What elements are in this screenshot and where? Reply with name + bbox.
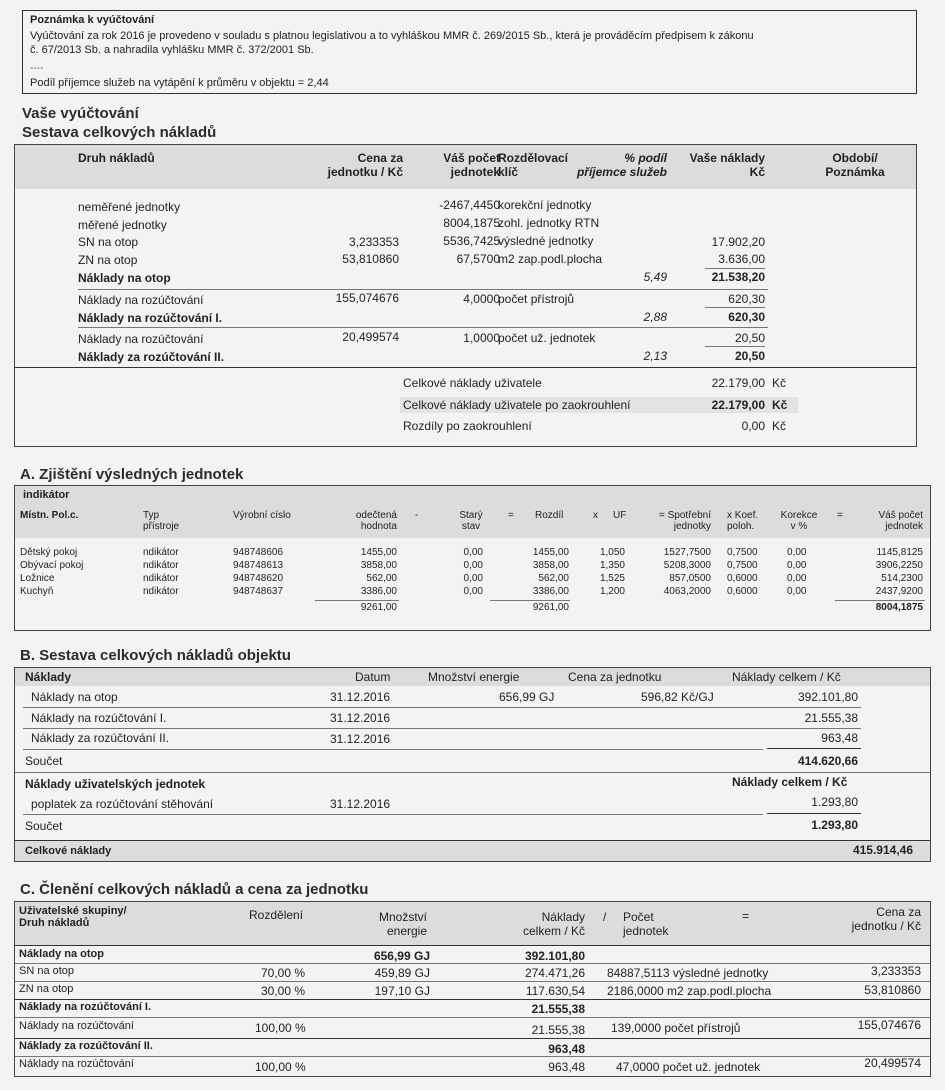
c-row-units: 139,0000 počet přístrojů xyxy=(611,1021,741,1035)
sum-units: 8004,1875 xyxy=(875,602,923,613)
note-line-3: Podíl příjemce služeb na vytápění k průměru v objektu = 2,44 xyxy=(30,77,329,89)
note-separator: ---- xyxy=(30,63,44,74)
b-row-total: 963,48 xyxy=(821,731,858,745)
section-a-title: A. Zjištění výsledných jednotek xyxy=(20,466,244,483)
b-row-divider xyxy=(23,814,763,815)
section-a-group: indikátor xyxy=(23,489,70,501)
c-row-cost: 392.101,80 xyxy=(524,949,585,963)
c-row-price: 3,233353 xyxy=(870,964,921,978)
row-key: zohl. jednotky RTN xyxy=(498,216,600,230)
col-podil-header-l2: příjemce služeb xyxy=(576,165,667,179)
meter-serial: 948748606 xyxy=(233,547,284,558)
col-c-nak xyxy=(485,910,585,938)
meter-cons: 857,0500 xyxy=(669,573,711,584)
col-c-skup-l2: Druh nákladů xyxy=(19,917,90,929)
summary-title-2: Sestava celkových nákladů xyxy=(22,124,217,141)
col-x: x xyxy=(593,510,598,521)
c-row-name: Náklady na otop xyxy=(19,948,104,960)
col-c-cena xyxy=(815,905,921,933)
col-cena-header xyxy=(295,151,403,179)
meter-diff: 562,00 xyxy=(538,573,569,584)
col-b-naklady: Náklady xyxy=(25,670,72,684)
b-total-value: 415.914,46 xyxy=(852,843,913,857)
row-name: Náklady za rozúčtování II. xyxy=(78,350,225,364)
b-divider xyxy=(15,772,930,773)
row-cost: 21.538,20 xyxy=(711,270,765,284)
row-count: 4,0000 xyxy=(463,292,500,306)
section-c-header-bg xyxy=(15,902,930,945)
row-count: 8004,1875 xyxy=(443,216,500,230)
meter-koef: 0,7500 xyxy=(727,547,758,558)
col-c-slash: / xyxy=(603,910,607,924)
section-b-title: B. Sestava celkových nákladů objektu xyxy=(20,647,291,664)
total-rounded-value: 22.179,00 xyxy=(711,398,765,412)
col-eq2: = xyxy=(837,510,843,521)
note-title: Poznámka k vyúčtování xyxy=(30,14,155,26)
b-user-header: Náklady uživatelských jednotek xyxy=(25,777,206,791)
col-cena-header-l1: Cena za xyxy=(357,151,403,165)
subtotal-rule xyxy=(705,307,765,308)
b-row-divider xyxy=(23,749,763,750)
sum-diff: 9261,00 xyxy=(532,602,569,613)
meter-serial: 948748620 xyxy=(233,573,284,584)
row-key: korekční jednotky xyxy=(498,198,592,212)
col-koef xyxy=(727,510,758,532)
row-divider xyxy=(78,327,768,328)
b-soucet2-value: 1.293,80 xyxy=(811,818,858,832)
meter-units: 2437,9200 xyxy=(875,586,923,597)
meter-serial: 948748637 xyxy=(233,586,284,597)
b-sum-rule xyxy=(767,748,861,749)
total-rounded-unit: Kč xyxy=(772,398,788,412)
row-name: neměřené jednotky xyxy=(78,200,181,214)
row-cost: 3.636,00 xyxy=(718,252,765,266)
row-name: Náklady na otop xyxy=(78,271,171,285)
c-row-name: Náklady za rozúčtování II. xyxy=(19,1040,153,1052)
col-naklady-header-l2: Kč xyxy=(749,165,765,179)
col-klic-header-l2: klíč xyxy=(498,165,519,179)
col-korekce-l1: Korekce xyxy=(780,510,818,521)
meter-koef: 0,6000 xyxy=(727,586,758,597)
meter-serial: 948748613 xyxy=(233,560,284,571)
col-uf: UF xyxy=(613,510,627,521)
c-row-name: Náklady na rozúčtování xyxy=(19,1020,134,1032)
col-odect-l1: odečtená xyxy=(355,510,397,521)
meter-uf: 1,200 xyxy=(599,586,625,597)
row-name: ZN na otop xyxy=(78,253,138,267)
col-c-rozd: Rozdělení xyxy=(249,908,304,922)
b-row-name: Náklady za rozúčtování II. xyxy=(31,731,170,745)
col-c-cena-l2: jednotku / Kč xyxy=(851,919,921,933)
col-naklady-header xyxy=(665,151,765,179)
c-row-cost: 274.471,26 xyxy=(524,966,585,980)
c-row-divider xyxy=(15,999,930,1000)
meter-room: Kuchyň xyxy=(20,586,54,597)
meter-type: ndikátor xyxy=(143,547,179,558)
meter-units: 3906,2250 xyxy=(875,560,923,571)
col-mistn: Místn. Pol.c. xyxy=(20,510,79,521)
note-line-2: č. 67/2013 Sb. a nahradila vyhlášku MMR č. 372/2001 Sb. xyxy=(30,44,314,56)
row-count: 67,5700 xyxy=(456,252,500,266)
col-typ-l2: přístroje xyxy=(143,521,180,532)
b-total-label: Celkové náklady xyxy=(25,845,112,857)
c-row-split: 70,00 % xyxy=(261,966,306,980)
b-row-energy: 656,99 GJ xyxy=(499,690,555,704)
c-row-cost: 117.630,54 xyxy=(525,984,585,998)
col-odect-l2: hodnota xyxy=(360,521,397,532)
c-row-name: Náklady na rozúčtování I. xyxy=(19,1001,152,1013)
meter-type: ndikátor xyxy=(143,560,179,571)
col-c-eq: = xyxy=(742,909,750,923)
meter-kor: 0,00 xyxy=(787,586,807,597)
row-price: 53,810860 xyxy=(342,252,399,266)
row-name: Náklady na rozúčtování I. xyxy=(78,311,223,325)
row-count: 1,0000 xyxy=(463,331,500,345)
col-klic-header-l1: Rozdělovací xyxy=(498,151,569,165)
row-cost: 620,30 xyxy=(728,292,765,306)
row-key: počet přístrojů xyxy=(498,292,575,306)
col-podil-header-l1: % podíl xyxy=(624,151,667,165)
c-row-divider xyxy=(15,1038,930,1039)
col-stary xyxy=(451,510,491,532)
row-cost: 17.902,20 xyxy=(711,235,765,249)
row-cost: 20,50 xyxy=(734,349,765,363)
col-spotr-l1: = Spotřební xyxy=(659,510,711,521)
b-row-divider xyxy=(23,707,861,708)
total-diff-label: Rozdíly po zaokrouhlení xyxy=(403,419,532,433)
col-c-nak-l2: celkem / Kč xyxy=(522,924,585,938)
col-korekce-l2: v % xyxy=(790,521,808,532)
row-name: měřené jednotky xyxy=(78,218,167,232)
col-c-mn-l1: Množství xyxy=(378,910,427,924)
meter-reading: 1455,00 xyxy=(360,547,397,558)
row-share: 2,88 xyxy=(643,310,667,324)
col-stary-l2: stav xyxy=(461,521,481,532)
row-price: 20,499574 xyxy=(342,330,399,344)
meter-type: ndikátor xyxy=(143,573,179,584)
row-name: Náklady na rozúčtování xyxy=(78,332,204,346)
col-naklady-header-l1: Vaše náklady xyxy=(689,151,765,165)
col-eq: = xyxy=(508,510,514,521)
b-row-divider xyxy=(23,728,861,729)
col-c-skup xyxy=(19,905,127,929)
meter-reading: 3858,00 xyxy=(360,560,397,571)
meter-reading: 562,00 xyxy=(366,573,397,584)
col-korekce xyxy=(775,510,823,532)
meter-kor: 0,00 xyxy=(787,573,807,584)
meter-old: 0,00 xyxy=(463,560,483,571)
col-b-datum: Datum xyxy=(355,670,391,684)
col-pocet-header-l1: Váš počet xyxy=(443,151,500,165)
c-row-energy: 459,89 GJ xyxy=(374,966,430,980)
c-row-split: 100,00 % xyxy=(255,1060,306,1074)
c-row-energy: 656,99 GJ xyxy=(373,949,430,963)
meter-room: Dětský pokoj xyxy=(20,547,78,558)
meter-diff: 1455,00 xyxy=(532,547,569,558)
col-pocet-header xyxy=(405,151,500,179)
row-count: -2467,4450 xyxy=(439,198,500,212)
b-row-total: 21.555,38 xyxy=(804,711,858,725)
b-row-name: Náklady na otop xyxy=(31,690,118,704)
total-diff-unit: Kč xyxy=(772,419,787,433)
col-spotr-l2: jednotky xyxy=(673,521,711,532)
col-b-cena: Cena za jednotku xyxy=(568,670,662,684)
c-row-units: 47,0000 počet už. jednotek xyxy=(616,1060,761,1074)
section-a-table xyxy=(14,485,931,631)
c-row-cost: 21.555,38 xyxy=(531,1023,585,1037)
subtotal-rule xyxy=(705,346,765,347)
meter-kor: 0,00 xyxy=(787,560,807,571)
col-pocet-header-l2: jednotek xyxy=(450,165,500,179)
col-obdobi-header-l1: Období/ xyxy=(832,151,878,165)
col-vas xyxy=(845,510,923,532)
c-row-name: ZN na otop xyxy=(19,983,74,995)
meter-old: 0,00 xyxy=(463,547,483,558)
meter-uf: 1,350 xyxy=(599,560,625,571)
meter-kor: 0,00 xyxy=(787,547,807,558)
row-key: výsledné jednotky xyxy=(498,234,594,248)
sum-rule-units xyxy=(835,600,925,601)
col-c-cena-l1: Cena za xyxy=(876,905,921,919)
b-row-name: Náklady na rozúčtování I. xyxy=(31,711,167,725)
row-share: 5,49 xyxy=(643,270,667,284)
col-vas-l2: jednotek xyxy=(885,521,923,532)
c-row-split: 30,00 % xyxy=(261,984,306,998)
row-cost: 20,50 xyxy=(734,331,765,345)
b-user-header-right: Náklady celkem / Kč xyxy=(732,775,848,789)
c-row-units: 2186,0000 m2 zap.podl.plocha xyxy=(607,984,772,998)
col-podil-header xyxy=(555,151,667,179)
meter-cons: 4063,2000 xyxy=(663,586,711,597)
meter-room: Ložnice xyxy=(20,573,55,584)
b-total-bg xyxy=(15,840,930,861)
meter-units: 514,2300 xyxy=(881,573,923,584)
summary-title-1: Vaše vyúčtování xyxy=(22,105,139,122)
col-c-poc-l1: Počet xyxy=(623,910,654,924)
col-koef-l1: x Koef. xyxy=(727,510,759,521)
c-row-divider xyxy=(15,1056,930,1057)
meter-cons: 1527,7500 xyxy=(663,547,711,558)
col-c-nak-l1: Náklady xyxy=(541,910,585,924)
meter-old: 0,00 xyxy=(463,573,483,584)
total-user-label: Celkové náklady uživatele xyxy=(403,376,542,390)
c-row-cost: 963,48 xyxy=(548,1060,585,1074)
col-rozdil: Rozdíl xyxy=(535,510,564,521)
b-row-date: 31.12.2016 xyxy=(330,690,391,704)
col-c-skup-l1: Uživatelské skupiny/ xyxy=(19,905,127,917)
b-row-price: 596,82 Kč/GJ xyxy=(641,690,714,704)
meter-room: Obývací pokoj xyxy=(20,560,84,571)
c-row-divider xyxy=(15,1017,930,1018)
col-b-mnozstvi: Množství energie xyxy=(428,670,520,684)
b-total-rule xyxy=(15,840,930,841)
c-row-price: 155,074676 xyxy=(857,1018,921,1032)
col-c-mn xyxy=(335,910,427,938)
row-name: SN na otop xyxy=(78,235,139,249)
note-box xyxy=(22,10,917,94)
c-row-divider xyxy=(15,963,930,964)
c-row-cost: 963,48 xyxy=(548,1042,585,1056)
section-b-table xyxy=(14,667,931,862)
total-rounded-label: Celkové náklady uživatele po zaokrouhlení xyxy=(403,398,631,412)
c-row-name: SN na otop xyxy=(19,965,75,977)
b-user-row-total: 1.293,80 xyxy=(811,795,858,809)
col-vas-l1: Váš počet xyxy=(878,510,923,521)
sum-rule-reading xyxy=(315,600,399,601)
row-divider xyxy=(78,289,768,290)
meter-diff: 3858,00 xyxy=(532,560,569,571)
row-key: počet už. jednotek xyxy=(498,331,596,345)
total-user-value: 22.179,00 xyxy=(711,376,765,390)
summary-divider xyxy=(15,367,916,368)
meter-koef: 0,6000 xyxy=(727,573,758,584)
sum-rule-diff xyxy=(490,600,570,601)
b-soucet-label: Součet xyxy=(25,754,63,768)
section-c-table xyxy=(14,901,931,1077)
col-minus: - xyxy=(415,510,419,521)
row-cost: 620,30 xyxy=(728,310,765,324)
col-obdobi-header-l2: Poznámka xyxy=(825,165,885,179)
col-b-celkem: Náklady celkem / Kč xyxy=(732,670,841,684)
meter-units: 1145,8125 xyxy=(876,547,923,558)
row-price: 155,074676 xyxy=(335,291,399,305)
c-row-price: 20,499574 xyxy=(864,1056,921,1070)
b-soucet2-label: Součet xyxy=(25,819,63,833)
c-row-price: 53,810860 xyxy=(864,983,921,997)
b-row-total: 392.101,80 xyxy=(797,690,858,704)
col-cena-header-l2: jednotku / Kč xyxy=(327,165,403,179)
c-row-divider xyxy=(15,981,930,982)
sum-reading: 9261,00 xyxy=(360,602,397,613)
c-row-split: 100,00 % xyxy=(255,1021,306,1035)
meter-old: 0,00 xyxy=(463,586,483,597)
total-user-unit: Kč xyxy=(772,376,787,390)
c-row-energy: 197,10 GJ xyxy=(374,984,430,998)
col-c-poc xyxy=(623,910,668,938)
col-typ-l1: Typ xyxy=(143,510,160,521)
col-stary-l1: Starý xyxy=(459,510,483,521)
col-vyrobni: Výrobní císlo xyxy=(233,510,291,521)
row-name: Náklady na rozúčtování xyxy=(78,293,204,307)
meter-uf: 1,525 xyxy=(599,573,625,584)
row-price: 3,233353 xyxy=(348,235,399,249)
summary-table xyxy=(14,144,917,447)
col-odect xyxy=(325,510,397,532)
meter-cons: 5208,3000 xyxy=(663,560,711,571)
c-row-name: Náklady na rozúčtování xyxy=(19,1058,134,1070)
section-c-title: C. Členění celkových nákladů a cena za jednotku xyxy=(20,881,369,898)
col-druh-header: Druh nákladů xyxy=(78,151,155,165)
row-share: 2,13 xyxy=(643,349,667,363)
col-c-mn-l2: energie xyxy=(386,924,427,938)
b-user-row-date: 31.12.2016 xyxy=(330,797,391,811)
c-row-cost: 21.555,38 xyxy=(531,1002,585,1016)
b-row-date: 31.12.2016 xyxy=(330,732,391,746)
meter-type: ndikátor xyxy=(143,586,179,597)
note-line-1: Vyúčtování za rok 2016 je provedeno v souladu s platnou legislativou a to vyhláškou MMR č. 269/2015 Sb., která je prováděcím předpisem k zákonu xyxy=(30,30,754,42)
meter-uf: 1,050 xyxy=(599,547,625,558)
b-user-row-name: poplatek za rozúčtování stěhování xyxy=(31,797,214,811)
b-soucet-value: 414.620,66 xyxy=(797,754,858,768)
c-row-units: 84887,5113 výsledné jednotky xyxy=(607,966,769,980)
row-count: 5536,7425 xyxy=(443,234,500,248)
col-koef-l2: poloh. xyxy=(727,521,755,532)
meter-koef: 0,7500 xyxy=(727,560,758,571)
col-spotr xyxy=(635,510,711,532)
col-c-poc-l2: jednotek xyxy=(623,924,669,938)
b-sum-rule xyxy=(767,813,861,814)
b-row-date: 31.12.2016 xyxy=(330,711,391,725)
col-typ xyxy=(143,510,179,532)
meter-reading: 3386,00 xyxy=(360,586,397,597)
c-header-rule xyxy=(15,945,930,946)
row-key: m2 zap.podl.plocha xyxy=(498,252,603,266)
subtotal-rule xyxy=(705,268,765,269)
col-obdobi-header xyxy=(815,151,895,179)
total-diff-value: 0,00 xyxy=(741,419,765,433)
meter-diff: 3386,00 xyxy=(532,586,569,597)
